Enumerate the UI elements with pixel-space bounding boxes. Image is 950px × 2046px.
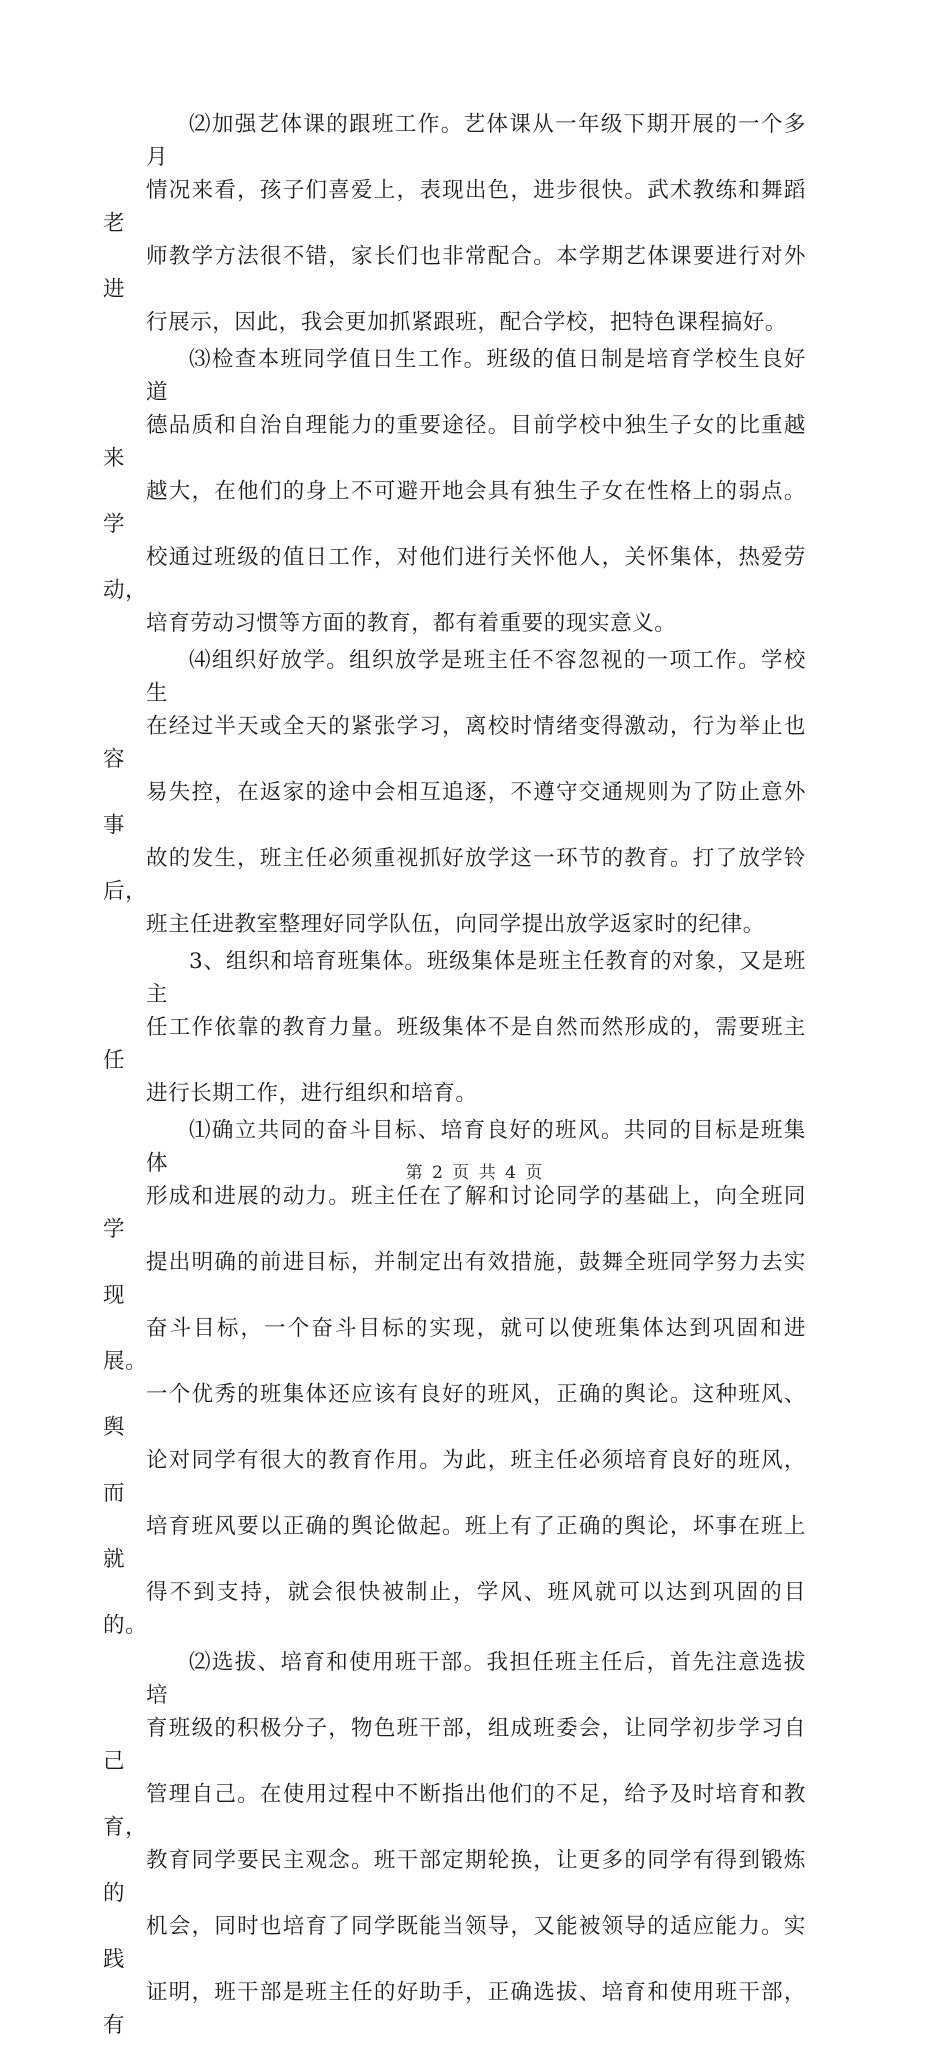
- text-line: 一个优秀的班集体还应该有良好的班风，正确的舆论。这种班风、舆: [103, 1382, 806, 1440]
- text-line: ⑶检查本班同学值日生工作。班级的值日制是培育学校生良好道: [146, 347, 806, 405]
- paragraph: [103, 1114, 806, 1642]
- paragraph: [103, 945, 806, 1110]
- text-line: 易失控，在返家的途中会相互追逐，不遵守交通规则为了防止意外事: [103, 780, 806, 838]
- text-line: 校通过班级的值日工作，对他们进行关怀他人，关怀集体，热爱劳动，: [103, 545, 806, 603]
- text-line: 师教学方法很不错，家长们也非常配合。本学期艺体课要进行对外进: [103, 244, 806, 302]
- text-line: 在经过半天或全天的紧张学习，离校时情绪变得激动，行为举止也容: [103, 714, 806, 772]
- paragraph: [103, 1646, 806, 2042]
- text-line: 情况来看，孩子们喜爱上，表现出色，进步很快。武术教练和舞蹈老: [103, 178, 806, 236]
- text-line: ⑵选拔、培育和使用班干部。我担任班主任后，首先注意选拔培: [146, 1650, 806, 1708]
- text-line: 故的发生，班主任必须重视抓好放学这一环节的教育。打了放学铃后，: [103, 846, 806, 904]
- text-line: 进行长期工作，进行组织和培育。: [146, 1081, 478, 1106]
- text-line: 得不到支持，就会很快被制止，学风、班风就可以达到巩固的目的。: [103, 1580, 806, 1638]
- text-line: ⑵加强艺体课的跟班工作。艺体课从一年级下期开展的一个多月: [146, 112, 806, 170]
- document-body: [103, 108, 806, 2046]
- text-line: 提出明确的前进目标，并制定出有效措施，鼓舞全班同学努力去实现: [103, 1250, 806, 1308]
- text-line: 证明，班干部是班主任的好助手，正确选拔、培育和使用班干部，有: [103, 1980, 806, 2038]
- text-line: 培育班风要以正确的舆论做起。班上有了正确的舆论，坏事在班上就: [103, 1514, 806, 1572]
- text-line: 德品质和自治自理能力的重要途径。目前学校中独生子女的比重越来: [103, 413, 806, 471]
- text-line: 形成和进展的动力。班主任在了解和讨论同学的基础上，向全班同学: [103, 1184, 806, 1242]
- text-line: 管理自己。在使用过程中不断指出他们的不足，给予及时培育和教育，: [103, 1782, 806, 1840]
- text-line: ⑴确立共同的奋斗目标、培育良好的班风。共同的目标是班集体: [146, 1118, 806, 1176]
- text-line: 班主任进教室整理好同学队伍，向同学提出放学返家时的纪律。: [146, 912, 765, 937]
- text-line: ⑷组织好放学。组织放学是班主任不容忽视的一项工作。学校生: [146, 648, 806, 706]
- text-line: 育班级的积极分子，物色班干部，组成班委会，让同学初步学习自己: [103, 1716, 806, 1774]
- paragraph: [103, 343, 806, 640]
- page-number-footer: 第 2 页 共 4 页: [405, 1163, 545, 1183]
- text-line: 奋斗目标，一个奋斗目标的实现，就可以使班集体达到巩固和进展。: [103, 1316, 806, 1374]
- text-line: 机会，同时也培育了同学既能当领导，又能被领导的适应能力。实践: [103, 1914, 806, 1972]
- text-line: 3、组织和培育班集体。班级集体是班主任教育的对象，又是班主: [146, 949, 806, 1007]
- text-line: 任工作依靠的教育力量。班级集体不是自然而然形成的，需要班主任: [103, 1015, 806, 1073]
- text-line: 教育同学要民主观念。班干部定期轮换，让更多的同学有得到锻炼的: [103, 1848, 806, 1906]
- paragraph: [103, 644, 806, 941]
- text-line: 论对同学有很大的教育作用。为此，班主任必须培育良好的班风，而: [103, 1448, 806, 1506]
- text-line: 越大，在他们的身上不可避开地会具有独生子女在性格上的弱点。学: [103, 479, 806, 537]
- paragraph: [103, 108, 806, 339]
- text-line: 培育劳动习惯等方面的教育，都有着重要的现实意义。: [146, 611, 677, 636]
- text-line: 行展示，因此，我会更加抓紧跟班，配合学校，把特色课程搞好。: [146, 310, 787, 335]
